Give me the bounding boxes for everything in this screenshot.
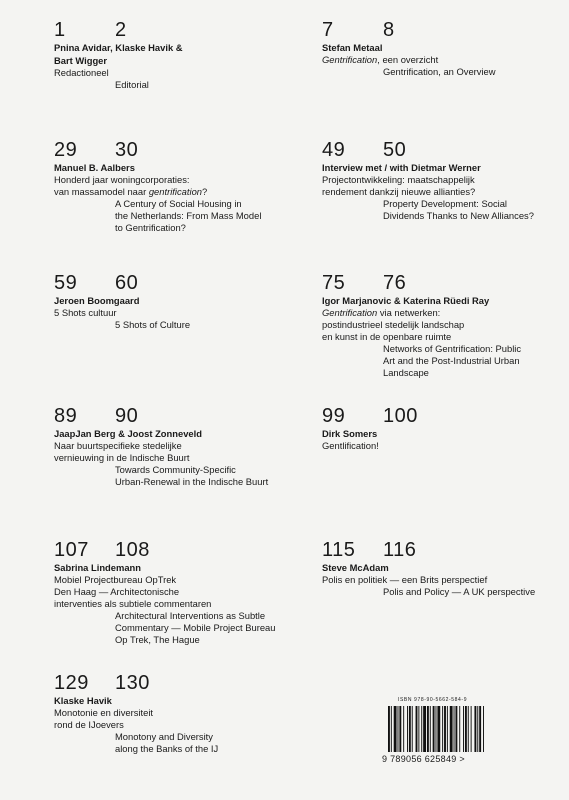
page-number-dutch: 75: [322, 272, 346, 294]
page-number-english: 50: [383, 139, 407, 161]
isbn-label: ISBN 978-90-5662-584-9: [398, 697, 468, 703]
title-segment: 5 Shots cultuur: [54, 307, 117, 318]
title-dutch: [54, 707, 304, 719]
page-numbers: [54, 140, 304, 161]
page-numbers: [322, 20, 569, 41]
page-number-english: 76: [383, 272, 407, 294]
title-english: [54, 210, 304, 222]
page-numbers: [54, 406, 304, 427]
title-dutch: [54, 574, 304, 586]
title-segment: Landscape: [383, 367, 429, 378]
title-segment: the Netherlands: From Mass Model: [115, 210, 262, 221]
author: JaapJan Berg & Joost Zonneveld: [54, 428, 202, 439]
title-segment: Monotonie en diversiteit: [54, 707, 154, 718]
title-english: [54, 319, 304, 331]
toc-entry: [54, 140, 304, 234]
title-english: [54, 634, 304, 646]
title-dutch: [322, 186, 569, 198]
page-number-english: 8: [383, 19, 395, 41]
title-dutch: [54, 440, 304, 452]
title-segment: interventies als subtiele commentaren: [54, 598, 212, 609]
title-english: [54, 79, 304, 91]
author: Stefan Metaal: [322, 42, 383, 53]
title-english: [322, 586, 569, 598]
title-dutch: [322, 574, 569, 586]
title-dutch: [54, 452, 304, 464]
toc-entry: [322, 273, 569, 379]
title-english: [54, 222, 304, 234]
page-number-english: 30: [115, 139, 139, 161]
title-segment: Urban-Renewal in the Indische Buurt: [115, 476, 269, 487]
title-segment: Dividends Thanks to New Alliances?: [383, 210, 534, 221]
title-segment: Property Development: Social: [383, 198, 508, 209]
page-number-dutch: 89: [54, 405, 78, 427]
page-number-dutch: 7: [322, 19, 334, 41]
title-dutch: [322, 319, 569, 331]
title-english: [322, 66, 569, 78]
title-segment: Redactioneel: [54, 67, 109, 78]
title-segment: Honderd jaar woningcorporaties:: [54, 174, 190, 185]
author: Interview met / with Dietmar Werner: [322, 162, 481, 173]
toc-entry: [322, 20, 569, 78]
title-segment: A Century of Social Housing in: [115, 198, 242, 209]
title-dutch: [54, 719, 304, 731]
title-english: [54, 622, 304, 634]
toc-entry: [54, 673, 304, 755]
title-segment: Gentrification: [322, 54, 378, 65]
page-numbers: [322, 406, 569, 427]
title-english: [54, 731, 304, 743]
author: Steve McAdam: [322, 562, 389, 573]
page-number-english: 90: [115, 405, 139, 427]
author: Klaske Havik: [54, 695, 112, 706]
title-segment: Mobiel Projectbureau OpTrek: [54, 574, 177, 585]
title-dutch: [322, 174, 569, 186]
title-segment: Editorial: [115, 79, 149, 90]
page-number-english: 116: [383, 539, 417, 561]
title-english: [54, 198, 304, 210]
page-number-dutch: 99: [322, 405, 346, 427]
title-english: [322, 355, 569, 367]
title-segment: Commentary — Mobile Project Bureau: [115, 622, 276, 633]
title-segment: Naar buurtspecifieke stedelijke: [54, 440, 182, 451]
title-dutch: [322, 307, 569, 319]
author: Dirk Somers: [322, 428, 378, 439]
page-number-dutch: 115: [322, 539, 356, 561]
page-number-english: 60: [115, 272, 139, 294]
page-number-english: 130: [115, 672, 150, 694]
title-dutch: [54, 174, 304, 186]
title-segment: Projectontwikkeling: maatschappelijk: [322, 174, 475, 185]
page-number-dutch: 129: [54, 672, 89, 694]
toc-entry: [54, 406, 304, 488]
author: Bart Wigger: [54, 55, 108, 66]
title-english: [322, 210, 569, 222]
title-segment: vernieuwing in de Indische Buurt: [54, 452, 190, 463]
title-dutch: [54, 67, 304, 79]
title-english: [322, 198, 569, 210]
author: Igor Marjanovic & Katerina Rüedi Ray: [322, 295, 490, 306]
title-segment: rendement dankzij nieuwe allianties?: [322, 186, 476, 197]
title-segment: en kunst in de openbare ruimte: [322, 331, 452, 342]
title-dutch: [54, 307, 304, 319]
toc-entry: [54, 540, 304, 646]
page-numbers: [322, 273, 569, 294]
title-segment: along the Banks of the IJ: [115, 743, 219, 754]
author: Jeroen Boomgaard: [54, 295, 140, 306]
author: Manuel B. Aalbers: [54, 162, 135, 173]
title-segment: Gentlification!: [322, 440, 379, 451]
page-number-dutch: 29: [54, 139, 78, 161]
title-segment: Gentrification, an Overview: [383, 66, 496, 77]
title-segment: Polis and Policy — A UK perspective: [383, 586, 536, 597]
title-segment: Networks of Gentrification: Public: [383, 343, 522, 354]
toc-entry: [322, 140, 569, 222]
title-segment: to Gentrification?: [115, 222, 186, 233]
title-segment: Gentrification: [322, 307, 378, 318]
title-segment: postindustrieel stedelijk landschap: [322, 319, 465, 330]
page-numbers: [322, 540, 569, 561]
title-segment: Polis en politiek — een Brits perspectief: [322, 574, 488, 585]
page-numbers: [54, 20, 304, 41]
title-segment: Den Haag — Architectonische: [54, 586, 180, 597]
page-numbers: [54, 273, 304, 294]
toc-entry: [322, 540, 569, 598]
title-segment: , een overzicht: [377, 54, 439, 65]
title-segment: rond de IJoevers: [54, 719, 124, 730]
title-english: [54, 743, 304, 755]
page-number-english: 2: [115, 19, 127, 41]
barcode-digits: 9 789056 625849 >: [382, 754, 465, 764]
title-english: [322, 367, 569, 379]
page-number-english: 108: [115, 539, 150, 561]
title-dutch: [54, 186, 304, 198]
title-english: [54, 610, 304, 622]
title-segment: gentrification: [148, 186, 202, 197]
title-segment: van massamodel naar: [54, 186, 149, 197]
page-numbers: [322, 140, 569, 161]
title-english: [54, 476, 304, 488]
title-dutch: [54, 586, 304, 598]
title-segment: Towards Community-Specific: [115, 464, 236, 475]
title-dutch: [322, 331, 569, 343]
page-number-dutch: 107: [54, 539, 89, 561]
author: Pnina Avidar, Klaske Havik &: [54, 42, 183, 53]
toc-entry: [322, 406, 569, 452]
title-segment: ?: [202, 186, 208, 197]
title-segment: Art and the Post-Industrial Urban: [383, 355, 520, 366]
title-dutch: [322, 54, 569, 66]
page-number-dutch: 59: [54, 272, 78, 294]
title-english: [54, 464, 304, 476]
page-numbers: [54, 673, 304, 694]
title-dutch: [322, 440, 569, 452]
title-dutch: [54, 598, 304, 610]
page-numbers: [54, 540, 304, 561]
toc-entry: [54, 20, 304, 91]
author: Sabrina Lindemann: [54, 562, 141, 573]
toc-entry: [54, 273, 304, 331]
title-segment: 5 Shots of Culture: [115, 319, 191, 330]
title-segment: Architectural Interventions as Subtle: [115, 610, 266, 621]
page-number-english: 100: [383, 405, 418, 427]
title-english: [322, 343, 569, 355]
page-number-dutch: 1: [54, 19, 66, 41]
title-segment: Op Trek, The Hague: [115, 634, 200, 645]
title-segment: Monotony and Diversity: [115, 731, 213, 742]
page-number-dutch: 49: [322, 139, 346, 161]
title-segment: via netwerken:: [377, 307, 441, 318]
